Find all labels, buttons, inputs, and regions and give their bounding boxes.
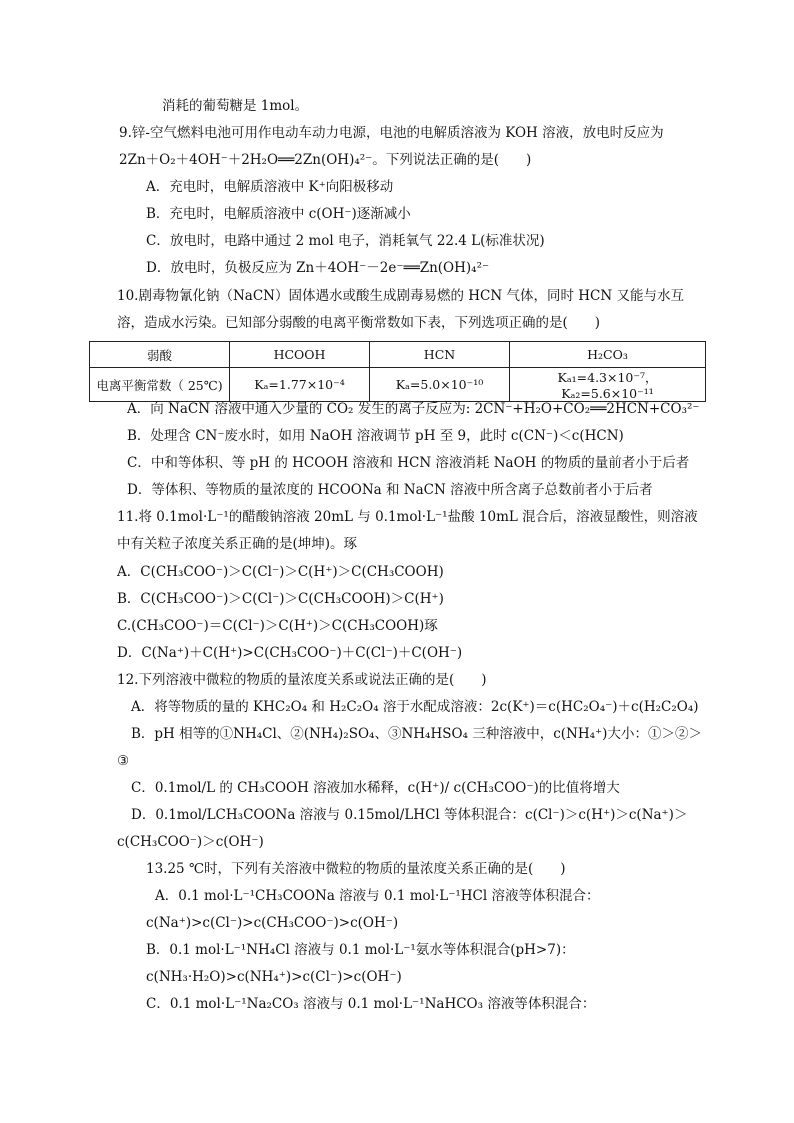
table-header-cell: HCOOH [230,342,370,368]
table-row [90,368,706,402]
question-13-option-c: C．0.1 mol·L⁻¹Na₂CO₃ 溶液与 0.1 mol·L⁻¹NaHCO₃ 溶液等体积混合： [146,996,596,1012]
question-11-option-d: D．C(Na⁺)＋C(H⁺)>C(CH₃COO⁻)＋C(Cl⁻)＋C(OH⁻) [117,645,463,661]
question-13-option-a-cont: c(Na⁺)>c(Cl⁻)>c(CH₃COO⁻)>c(OH⁻) [146,915,399,931]
table-cell: Kₐ=5.0×10⁻¹⁰ [370,368,510,402]
question-13-option-b: B．0.1 mol·L⁻¹NH₄Cl 溶液与 0.1 mol·L⁻¹氨水等体积混合(pH>7)： [146,942,575,958]
question-12-option-c: C．0.1mol/L 的 CH₃COOH 溶液加水稀释，c(H⁺)/ c(CH₃COO⁻)的比值将增大 [131,780,620,796]
question-13-option-b-cont: c(NH₃·H₂O)>c(NH₄⁺)>c(Cl⁻)>c(OH⁻) [146,969,402,985]
question-12-option-d-cont: c(CH₃COO⁻)＞c(OH⁻) [117,834,264,850]
question-12-option-d: D．0.1mol/LCH₃COONa 溶液与 0.15mol/LHCl 等体积混合：c(Cl⁻)＞c(H⁺)＞c(Na⁺)＞ [131,807,688,823]
text-line: 消耗的葡萄糖是 1mol。 [162,98,309,114]
question-9-equation: 2Zn＋O₂＋4OH⁻＋2H₂O══2Zn(OH)₄²⁻。下列说法正确的是( ) [119,152,532,168]
question-9-option-c: C．放电时，电路中通过 2 mol 电子，消耗氧气 22.4 L(标准状况) [146,233,545,249]
question-12-option-a: A．将等物质的量的 KHC₂O₄ 和 H₂C₂O₄ 溶于水配成溶液：2c(K⁺)＝c(HC₂O₄⁻)＋c(H₂C₂O₄) [131,699,699,715]
table-header-cell: HCN [370,342,510,368]
question-12-stem: 12.下列溶液中微粒的物质的量浓度关系或说法正确的是( ) [117,672,487,688]
question-10-option-a: A．向 NaCN 溶液中通入少量的 CO₂ 发生的离子反应为: 2CN⁻+H₂O+CO₂══2HCN+CO₃²⁻ [127,401,700,417]
question-9-option-d: D．放电时，负极反应为 Zn＋4OH⁻－2e⁻══Zn(OH)₄²⁻ [146,260,490,276]
table-header-cell: 弱酸 [90,342,230,368]
table-header-row [90,342,706,368]
question-9-stem: 9.锌-空气燃料电池可用作电动车动力电源，电池的电解质溶液为 KOH 溶液，放电时反应为 [119,125,664,141]
ionization-constant-table [89,341,706,402]
question-11-option-b: B．C(CH₃COO⁻)＞C(Cl⁻)＞C(CH₃COOH)＞C(H⁺) [117,591,444,607]
question-13-option-a: A．0.1 mol·L⁻¹CH₃COONa 溶液与 0.1 mol·L⁻¹HCl 溶液等体积混合： [155,888,600,904]
question-12-option-b-cont: ③ [117,753,130,769]
question-11-option-a: A．C(CH₃COO⁻)＞C(Cl⁻)＞C(H⁺)＞C(CH₃COOH) [117,564,444,580]
question-11-stem: 11.将 0.1mol·L⁻¹的醋酸钠溶液 20mL 与 0.1mol·L⁻¹盐酸 10mL 混合后，溶液显酸性，则溶液 [117,509,698,525]
table-row-label: 电离平衡常数（ 25℃) [90,368,230,402]
table-header-cell: H₂CO₃ [510,342,706,368]
question-11-option-c: C.(CH₃COO⁻)＝C(Cl⁻)＞C(H⁺)＞C(CH₃COOH)琢 [117,618,438,634]
question-9-option-b: B．充电时，电解质溶液中 c(OH⁻)逐渐减小 [146,206,411,222]
question-9-option-a: A．充电时，电解质溶液中 K⁺向阳极移动 [146,179,394,195]
table-cell: Kₐ=1.77×10⁻⁴ [230,368,370,402]
table-cell: Kₐ₁=4.3×10⁻⁷，Kₐ₂=5.6×10⁻¹¹ [510,368,706,402]
question-10-option-c: C．中和等体积、等 pH 的 HCOOH 溶液和 HCN 溶液消耗 NaOH 的物质的量前者小于后者 [127,455,690,471]
question-10-option-d: D．等体积、等物质的量浓度的 HCOONa 和 NaCN 溶液中所含离子总数前者小于后者 [127,482,653,498]
question-11-stem-cont: 中有关粒子浓度关系正确的是(坤坤)。琢 [117,536,358,552]
question-10-stem: 10.剧毒物氰化钠（NaCN）固体遇水或酸生成剧毒易燃的 HCN 气体，同时 HCN 又能与水互 [117,288,684,304]
question-10-stem-cont: 溶，造成水污染。已知部分弱酸的电离平衡常数如下表，下列选项正确的是( ) [117,315,601,331]
question-10-option-b: B．处理含 CN⁻废水时，如用 NaOH 溶液调节 pH 至 9，此时 c(CN⁻)＜c(HCN) [127,428,624,444]
question-13-stem: 13.25 ℃时，下列有关溶液中微粒的物质的量浓度关系正确的是( ) [146,861,566,877]
question-12-option-b: B．pH 相等的①NH₄Cl、②(NH₄)₂SO₄、③NH₄HSO₄ 三种溶液中，c(NH₄⁺)大小：①＞②＞ [131,726,702,742]
